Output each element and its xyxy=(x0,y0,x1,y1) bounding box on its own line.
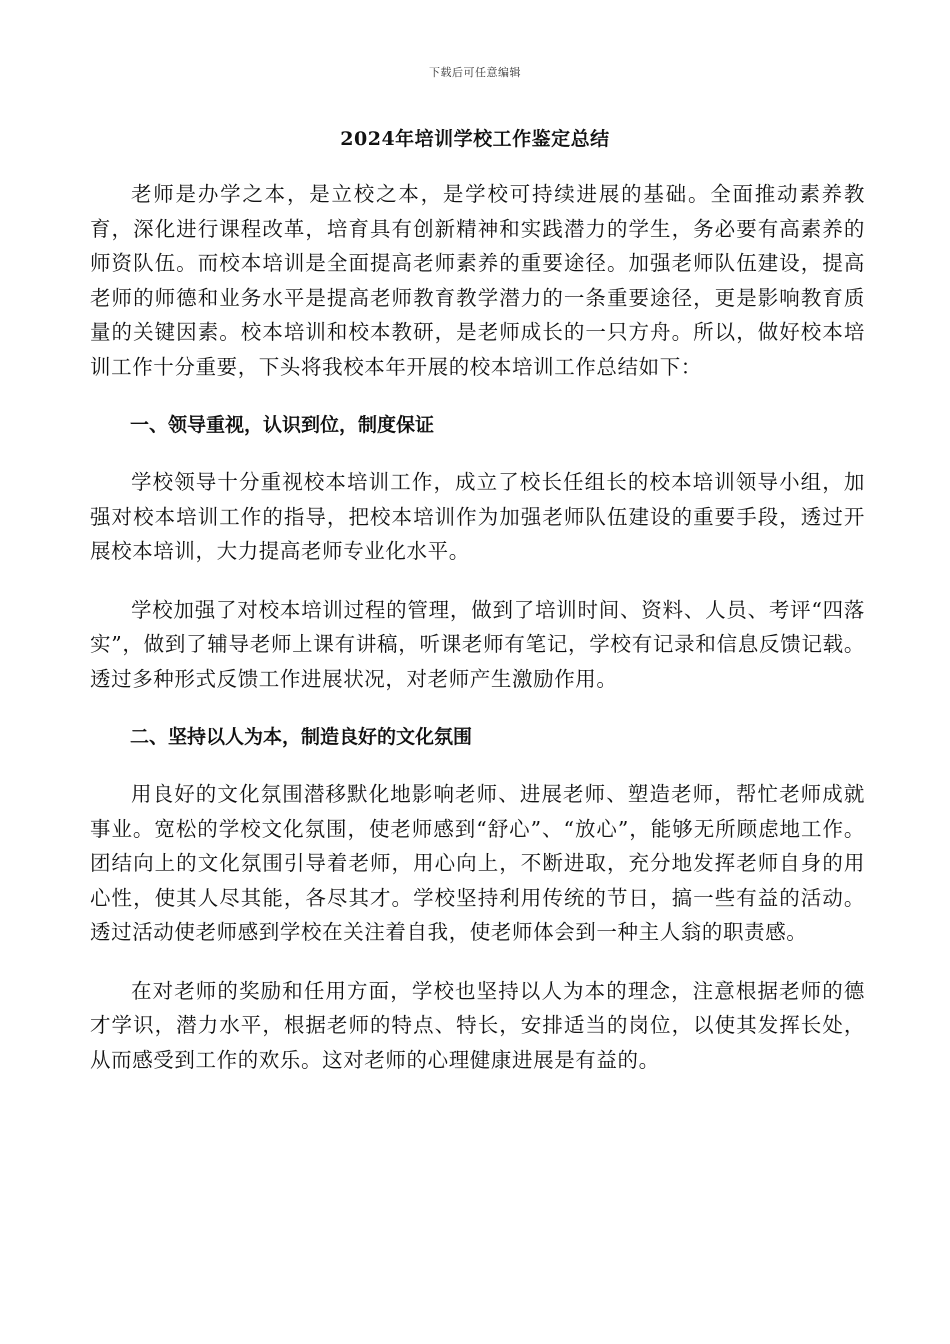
section1-paragraph-1: 学校领导十分重视校本培训工作，成立了校长任组长的校本培训领导小组，加强对校本培训工作的指导，把校本培训作为加强老师队伍建设的重要手段，透过开展校本培训，大力提高老师专业化水平。 xyxy=(90,470,865,563)
section-heading-2: 二、坚持以人为本，制造良好的文化氛围 xyxy=(130,726,473,748)
section2-paragraph-1: 用良好的文化氛围潜移默化地影响老师、进展老师、塑造老师，帮忙老师成就事业。宽松的学校文化氛围，使老师感到“舒心”、“放心”，能够无所顾虑地工作。团结向上的文化氛围引导着老师，用心向上，不断进取，充分地发挥老师自身的用心性，使其人尽其能，各尽其才。学校坚持利用传统的节日，搞一些有益的活动。透过活动使老师感到学校在关注着自我，使老师体会到一种主人翁的职责感。 xyxy=(90,782,865,944)
header-note: 下载后可任意编辑 xyxy=(429,66,521,79)
document-body xyxy=(90,177,865,1077)
section2-paragraph-2: 在对老师的奖励和任用方面，学校也坚持以人为本的理念，注意根据老师的德才学识，潜力水平，根据老师的特点、特长，安排适当的岗位，以使其发挥长处，从而感受到工作的欢乐。这对老师的心理健康进展是有益的。 xyxy=(90,978,865,1072)
section1-paragraph-2: 学校加强了对校本培训过程的管理，做到了培训时间、资料、人员、考评“四落实”，做到了辅导老师上课有讲稿，听课老师有笔记，学校有记录和信息反馈记载。透过多种形式反馈工作进展状况，对老师产生激励作用。 xyxy=(90,597,865,691)
section-heading-1: 一、领导重视，认识到位，制度保证 xyxy=(130,414,435,436)
intro-paragraph: 老师是办学之本，是立校之本，是学校可持续进展的基础。全面推动素养教育，深化进行课程改革，培育具有创新精神和实践潜力的学生，务必要有高素养的师资队伍。而校本培训是全面提高老师素养的重要途径。加强老师队伍建设，提高老师的师德和业务水平是提高老师教育教学潜力的一条重要途径，更是影响教育质量的关键因素。校本培训和校本教研，是老师成长的一只方舟。所以，做好校本培训工作十分重要，下头将我校本年开展的校本培训工作总结如下： xyxy=(90,182,865,379)
document-title: 2024年培训学校工作鉴定总结 xyxy=(340,128,610,150)
